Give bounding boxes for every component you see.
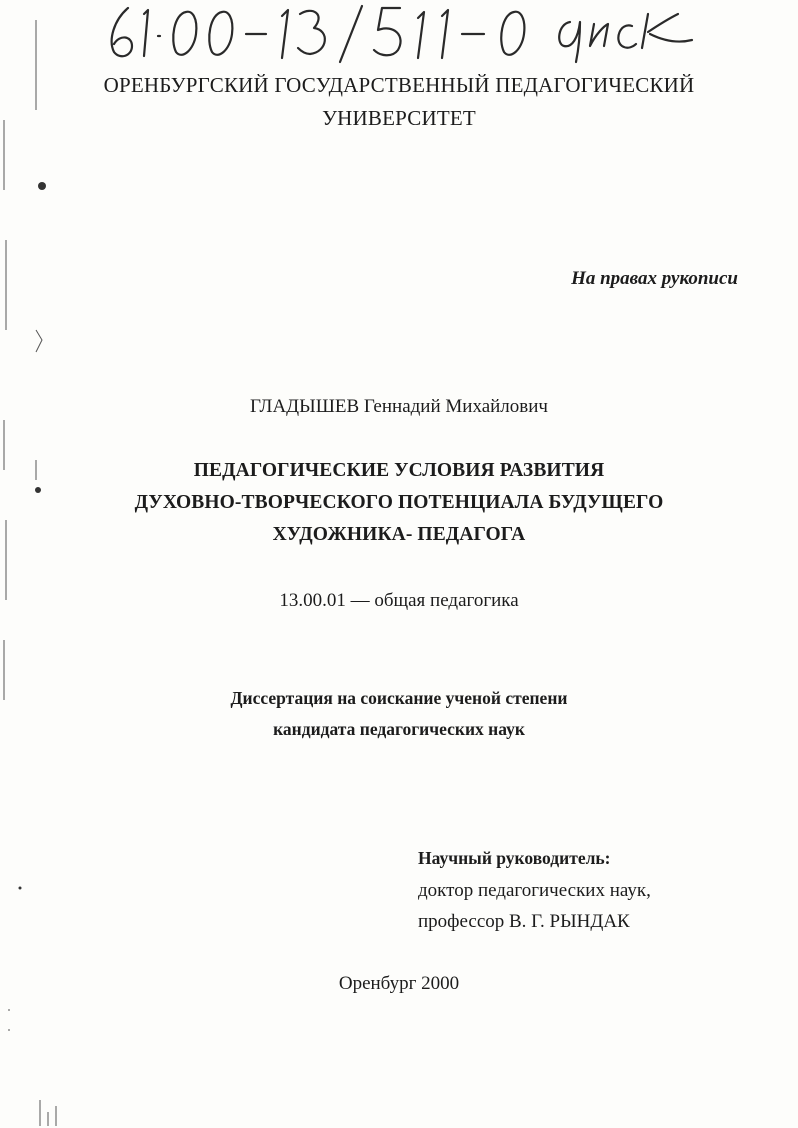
- scan-edge-marks: [0, 0, 60, 1128]
- degree-line-2: кандидата педагогических наук: [273, 719, 525, 739]
- supervisor-degree: доктор педагогических наук,: [418, 880, 651, 901]
- university-line-1: ОРЕНБУРГСКИЙ ГОСУДАРСТВЕННЫЙ ПЕДАГОГИЧЕСКИЙ: [103, 73, 695, 97]
- manuscript-note: На правах рукописи: [571, 268, 738, 289]
- title-line-2: ДУХОВНО-ТВОРЧЕСКОГО ПОТЕНЦИАЛА БУДУЩЕГО: [134, 492, 664, 513]
- title-line-3: ХУДОЖНИКА- ПЕДАГОГА: [272, 524, 526, 545]
- handwritten-archive-code: [100, 0, 700, 64]
- author-name: ГЛАДЫШЕВ Геннадий Михайлович: [250, 396, 548, 417]
- university-line-2: УНИВЕРСИТЕТ: [322, 106, 476, 130]
- specialty-code: 13.00.01 — общая педагогика: [279, 590, 519, 611]
- supervisor-name: профессор В. Г. РЫНДАК: [418, 911, 630, 932]
- city-year: Оренбург 2000: [338, 973, 460, 994]
- degree-line-1: Диссертация на соискание ученой степени: [230, 688, 568, 708]
- supervisor-heading: Научный руководитель:: [418, 848, 611, 868]
- title-line-1: ПЕДАГОГИЧЕСКИЕ УСЛОВИЯ РАЗВИТИЯ: [193, 460, 605, 481]
